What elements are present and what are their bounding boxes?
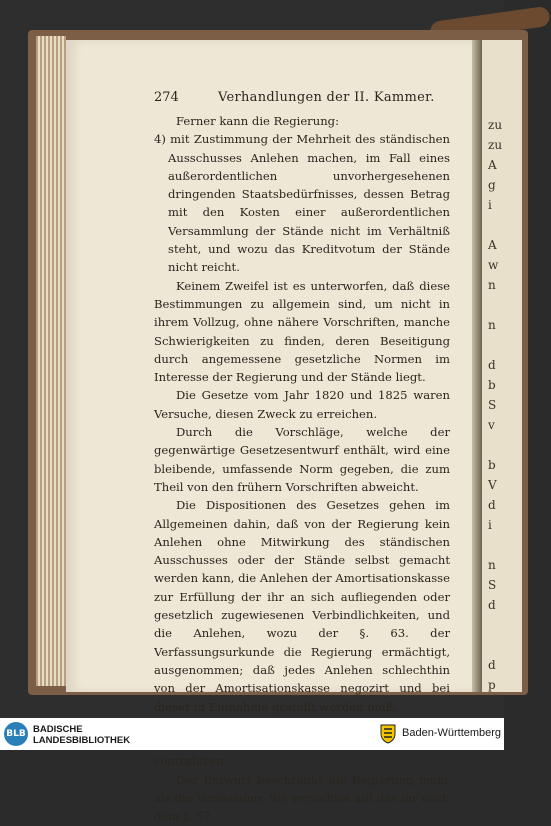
- paragraph: contrahiren.: [154, 754, 227, 769]
- paragraph: Die Dispositionen des Gesetzes gehen im Allgemeinen dahin, daß von der Regierung kein Anlehen ohne Mitwirkung des ständischen Ausschusses oder der Stände selbst gemacht werden kann, die Anlehen der Amortisationskasse zur Erfüllung der ihr an sich aufliegenden oder gesetzlich zugewiesenen Verbindlichkeiten, und die Anlehen, wozu der §. 63. der Verfassungsurkunde die Regierung ermächtigt, ausgenommen; daß jedes Anlehen schlechthin von der Amortisationskasse negozirt und bei dieser in Einnahme gestellt werden muß.: [154, 498, 450, 714]
- paragraph: Der Entwurf beschränkt die Regierung mehr als die Verfassung. Sie verzichtet auf das ihr nach dem §. 57.: [154, 772, 450, 824]
- facing-page-text: b: [488, 458, 496, 472]
- library-name-line1: BADISCHE: [33, 724, 83, 735]
- page-edges: [36, 36, 66, 686]
- facing-page-text: i: [488, 518, 492, 532]
- facing-page-text: A: [488, 158, 497, 172]
- footer-bar: [0, 718, 504, 750]
- page-number: 274: [154, 90, 179, 105]
- facing-page-text: V: [488, 478, 497, 492]
- blb-logo[interactable]: BLB: [4, 722, 28, 746]
- facing-page-text: w: [488, 258, 499, 272]
- facing-page-text: d: [488, 498, 496, 512]
- paragraph: Keinem Zweifel ist es unterworfen, daß diese Bestimmungen zu allgemein sind, um nicht in ihrem Vollzug, ohne nähere Vorschriften, manche Schwierigkeiten zu finden, deren Beseitigung durch angemessene gesetzliche Normen im Interesse der Regierung und der Stände liegt.: [154, 278, 450, 385]
- facing-page-text: n: [488, 278, 496, 292]
- facing-page-text: i: [488, 198, 492, 212]
- state-name[interactable]: Baden-Württemberg: [402, 727, 502, 739]
- facing-page-text: S: [488, 578, 497, 592]
- paragraph: Die Gesetze vom Jahr 1820 und 1825 waren Versuche, diesen Zweck zu erreichen.: [154, 388, 450, 421]
- facing-page-text: S: [488, 398, 497, 412]
- facing-page-text: d: [488, 598, 496, 612]
- facing-page-text: p: [488, 678, 496, 692]
- facing-page-text: zu: [488, 138, 503, 152]
- paragraph: Ferner kann die Regierung:: [176, 114, 339, 128]
- book-gutter: [472, 40, 482, 692]
- running-title: Verhandlungen der II. Kammer.: [218, 90, 435, 105]
- running-header: [154, 90, 464, 105]
- facing-page-text: b: [488, 378, 496, 392]
- facing-page-text: n: [488, 558, 496, 572]
- facing-page-text: d: [488, 658, 496, 672]
- facing-page-text: zu: [488, 118, 503, 132]
- baden-wuerttemberg-coat-of-arms-icon: [380, 724, 396, 744]
- facing-page-text: A: [488, 238, 497, 252]
- facing-page-fragment: [482, 40, 522, 692]
- paragraph: Durch die Vorschläge, welche der gegenwärtige Gesetzesentwurf enthält, wird eine bleibende, umfassende Norm gegeben, die zum Theil von den frühern Vorschriften abweicht.: [154, 425, 450, 494]
- facing-page-text: n: [488, 318, 496, 332]
- facing-page-text: d: [488, 358, 496, 372]
- library-name-line2: LANDESBIBLIOTHEK: [33, 735, 131, 746]
- list-item: 4) mit Zustimmung der Mehrheit des ständischen Ausschusses Anlehen machen, im Fall eines außerordentlichen unvorhergesehenen dringenden Staatsbedürfnisses, dessen Betrag mit den Kosten einer außerordentlichen Versammlung der Stände nicht im Verhältniß steht, und wozu das Kreditvotum der Stände nicht reicht.: [154, 132, 450, 275]
- facing-page-text: v: [488, 418, 495, 432]
- facing-page-text: g: [488, 178, 496, 192]
- library-name[interactable]: [33, 724, 130, 746]
